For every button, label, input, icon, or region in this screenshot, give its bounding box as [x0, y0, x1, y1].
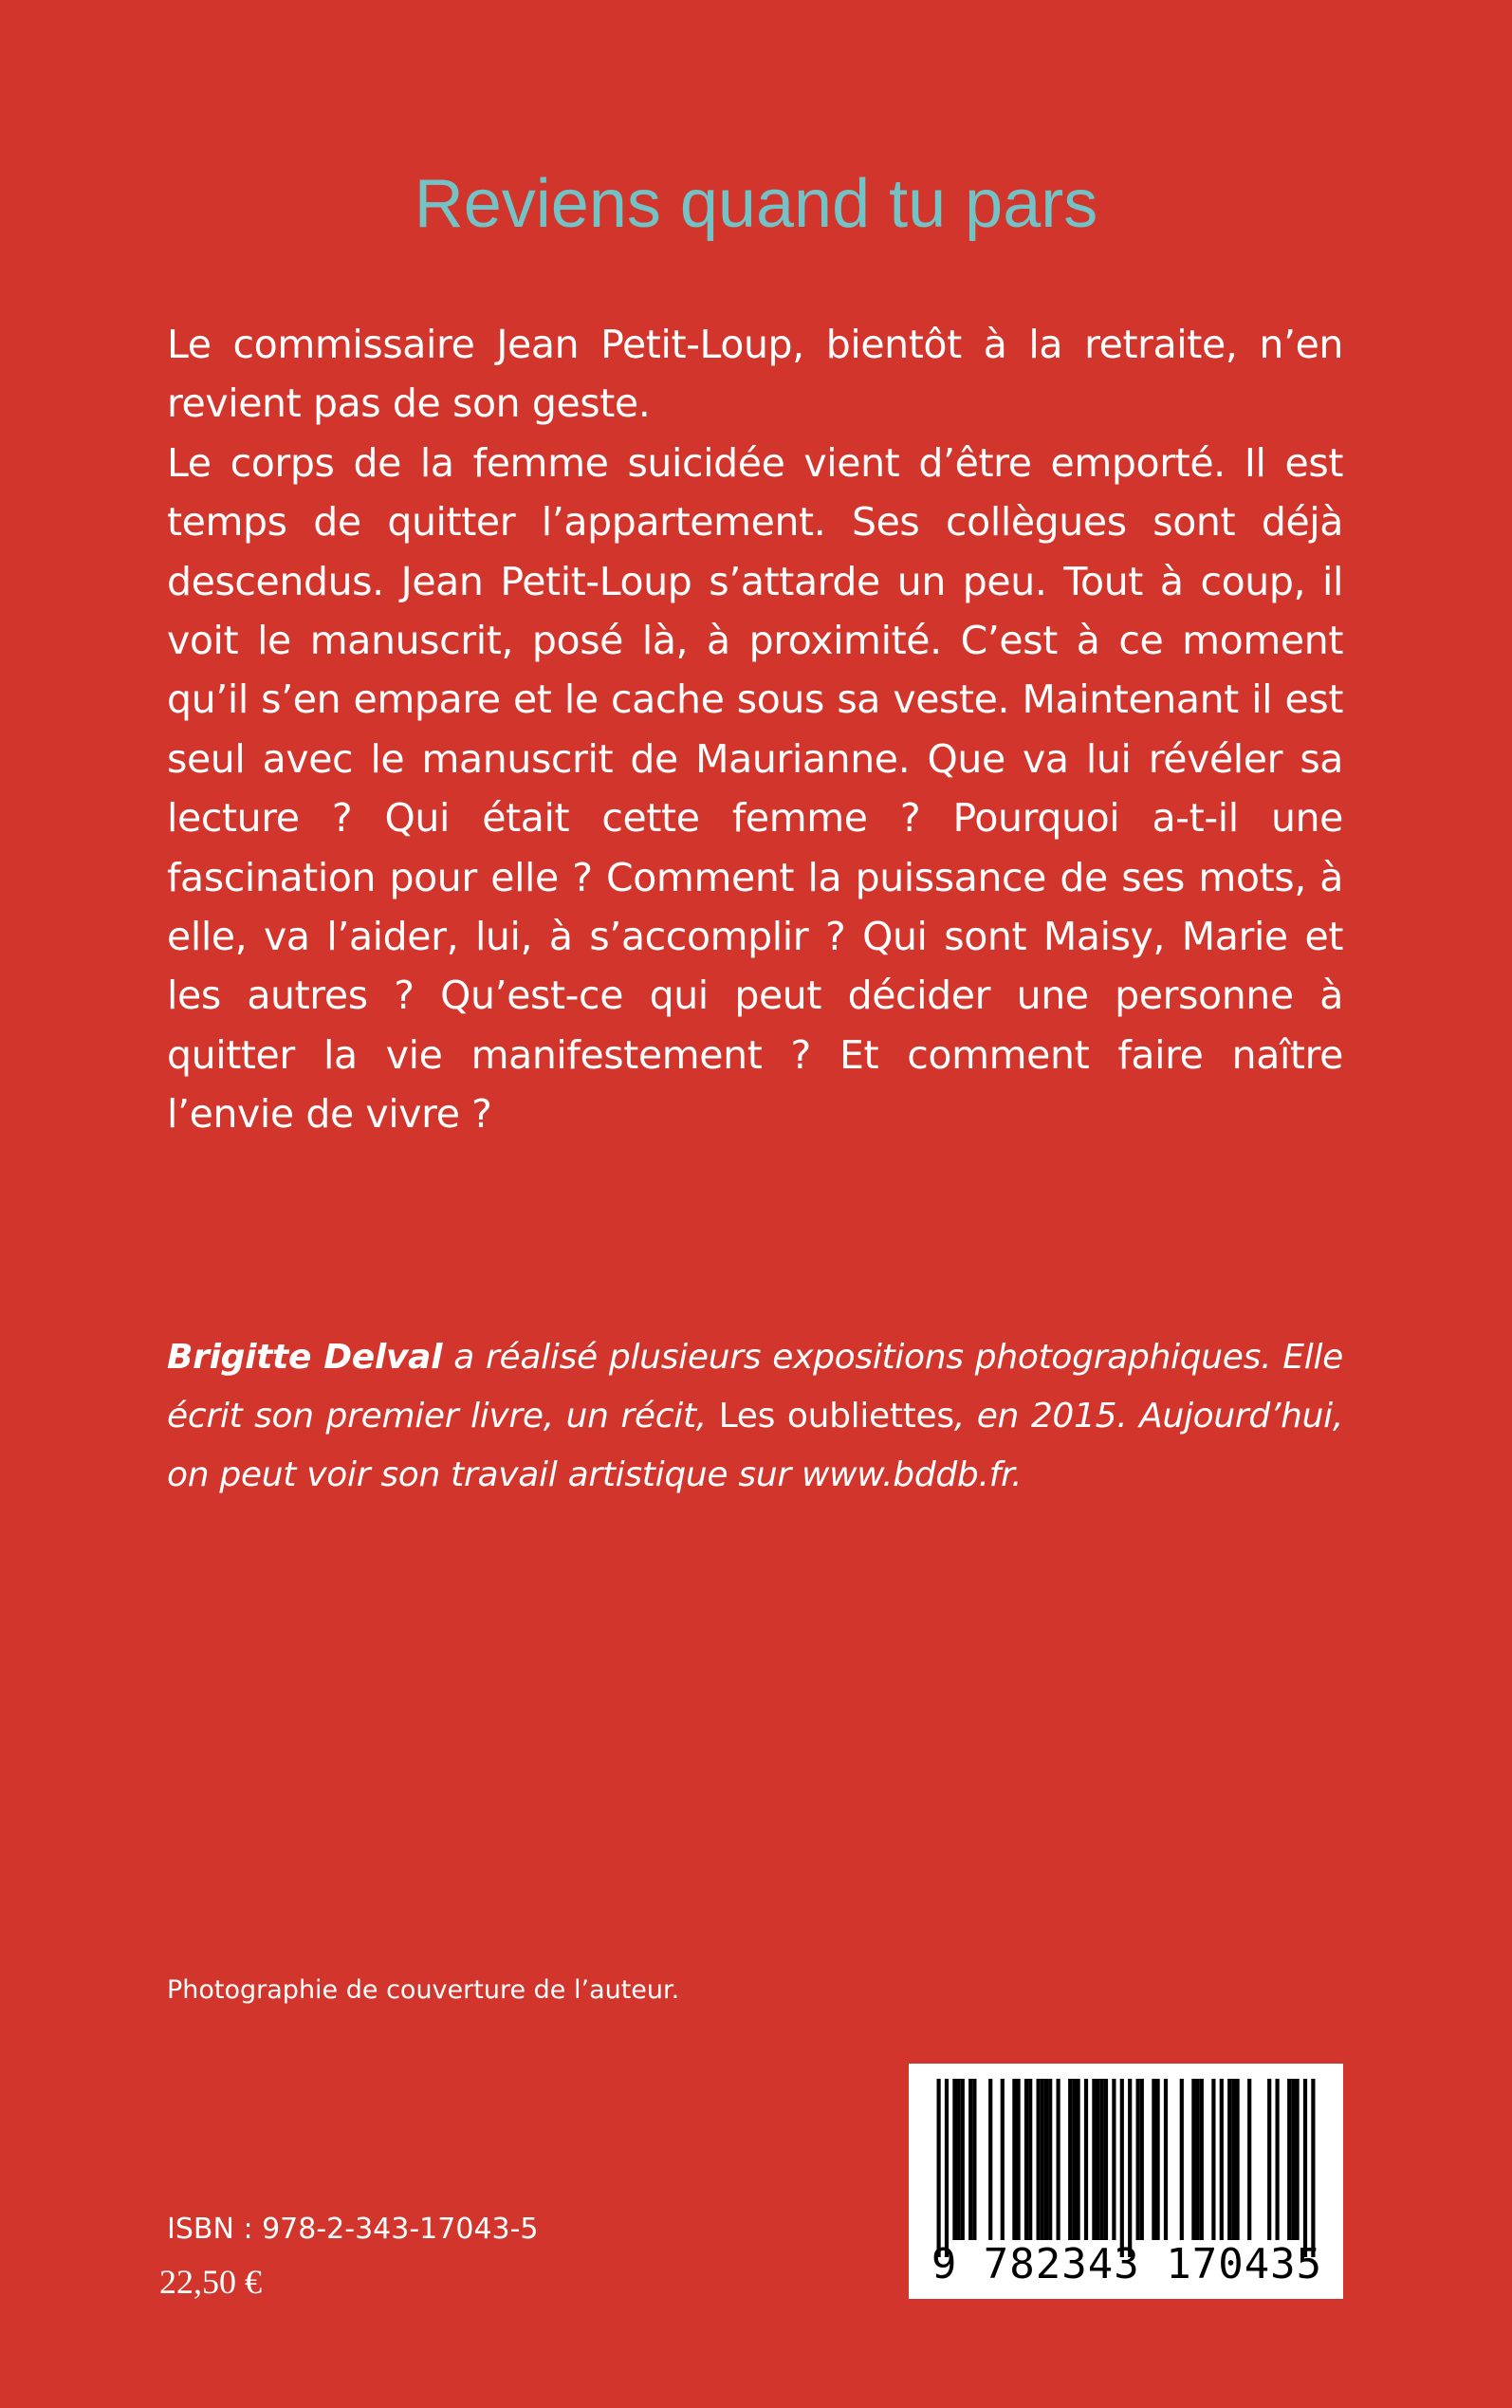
back-cover-blurb [167, 315, 1343, 1144]
barcode-bar [1200, 2079, 1204, 2240]
barcode-bar [1072, 2079, 1076, 2240]
author-bio-text: a réalisé plusieurs expositions photographiques. Elle écrit son premier livre, un récit, [167, 1338, 1343, 1436]
barcode-bar [1097, 2079, 1100, 2240]
barcode-bar [1001, 2079, 1005, 2240]
author-name: Brigitte Delval [167, 1338, 443, 1377]
barcode-bar [1211, 2079, 1215, 2240]
barcode-bar [1092, 2079, 1096, 2240]
barcode-bar [1136, 2079, 1140, 2240]
barcode-bar [1140, 2079, 1144, 2240]
barcode-bar [1012, 2079, 1016, 2240]
barcode-bar [1077, 2079, 1080, 2240]
barcode-bar [1120, 2079, 1124, 2257]
blurb-paragraph: Le corps de la femme suicidée vient d’être emporté. Il est temps de quitter l’appartement. Ses collègues sont déjà descendus. Jean Petit-Loup s’attarde un peu. Tout à coup, il voit le manuscrit, posé là, à proximité. C’est à ce moment qu’il s’en empare et le cache sous sa veste. Maintenant il est seul avec le manuscrit de Maurianne. Que va lui révéler sa lecture ? Qui était cette femme ? Pourquoi a-t-il une fascination pour elle ? Comment la puissance de ses mots, à elle, va l’aider, lui, à s’accomplir ? Qui sont Maisy, Marie et les autres ? Qu’est-ce qui peut décider une personne à quitter la vie manifestement ? Et comment faire naître l’envie de vivre ? [167, 439, 1343, 1138]
isbn: ISBN : 978-2-343-17043-5 [167, 2213, 539, 2246]
barcode-bar [988, 2079, 992, 2240]
barcode-bar [1084, 2079, 1088, 2240]
barcode-bar [1057, 2079, 1060, 2240]
barcode-bar [1100, 2079, 1104, 2240]
barcode-bar [1044, 2079, 1048, 2240]
blurb-paragraph: Le commissaire Jean Petit-Loup, bientôt à la retraite, n’en revient pas de son geste. [167, 322, 1343, 427]
photo-credit: Photographie de couverture de l’auteur. [167, 1975, 680, 2005]
barcode-bar [957, 2079, 961, 2240]
barcode-bar [1191, 2079, 1195, 2240]
barcode-bar [1037, 2079, 1041, 2240]
barcode-bar [1128, 2079, 1132, 2257]
barcode-bar [1196, 2079, 1200, 2240]
barcode-bar [1068, 2079, 1072, 2240]
barcode-bar [1017, 2079, 1021, 2240]
barcode-digits: 9 782343 170435 [931, 2240, 1323, 2288]
barcode-bar [1291, 2079, 1295, 2240]
barcode-bar [1236, 2079, 1240, 2240]
barcode-bar [1112, 2079, 1116, 2240]
barcode-bar [1180, 2079, 1184, 2240]
barcode-bar [1276, 2079, 1280, 2240]
barcode-bar [1041, 2079, 1044, 2240]
barcode-bar [1267, 2079, 1271, 2240]
barcode-bar [952, 2079, 956, 2240]
barcode-bar [1152, 2079, 1155, 2240]
author-bio [167, 1328, 1343, 1505]
barcode-bar [972, 2079, 976, 2240]
barcode-bar [945, 2079, 949, 2257]
barcode-bar [1048, 2079, 1052, 2240]
barcode-bar [1231, 2079, 1235, 2240]
previous-book-title: Les oubliettes [718, 1397, 954, 1436]
barcode-bar [1296, 2079, 1300, 2240]
barcode [909, 2064, 1343, 2299]
barcode-bar [968, 2079, 972, 2240]
barcode-bar [1028, 2079, 1032, 2240]
barcode-bar [1287, 2079, 1291, 2240]
barcode-bar [1220, 2079, 1224, 2240]
barcode-bar [1104, 2079, 1108, 2240]
barcode-bar [937, 2079, 941, 2257]
barcode-bar [1247, 2079, 1251, 2240]
book-title: Reviens quand tu pars [414, 166, 1098, 242]
barcode-bar [1227, 2079, 1231, 2240]
barcode-bar [1024, 2079, 1028, 2240]
price: 22,50 € [159, 2263, 262, 2301]
barcode-bar [961, 2079, 965, 2240]
barcode-bar [1311, 2079, 1315, 2257]
barcode-bar [1156, 2079, 1160, 2240]
author-bio-text: , en 2015. Aujourd’hui, on peut voir son travail artistique sur www.bddb.fr. [167, 1397, 1343, 1494]
barcode-bar [1303, 2079, 1307, 2257]
barcode-bar [1164, 2079, 1168, 2240]
